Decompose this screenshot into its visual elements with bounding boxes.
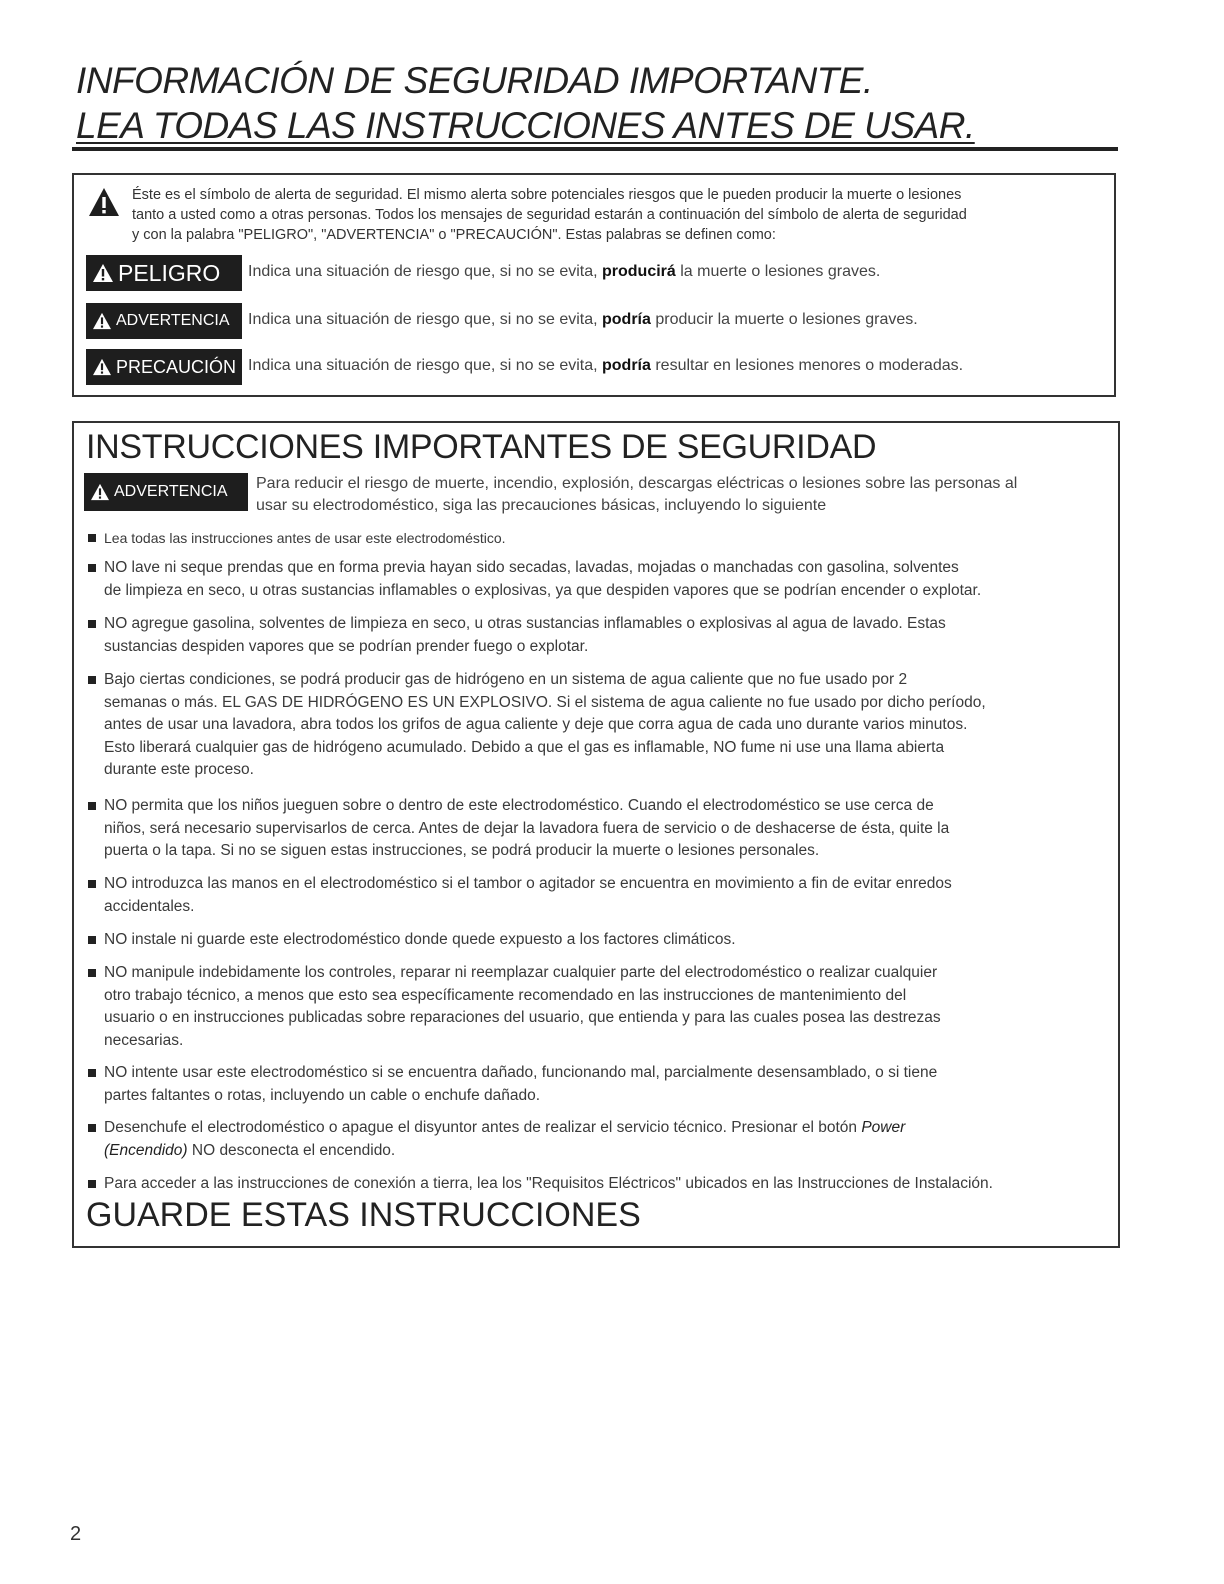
list-item <box>88 1062 1108 1107</box>
list-item <box>88 557 1108 602</box>
bullet-line: NO permita que los niños jueguen sobre o dentro de este electrodoméstico. Cuando el electrodoméstico se use cerca de <box>104 797 934 814</box>
definition-emphasis: podría <box>602 311 651 328</box>
list-item <box>88 873 1108 918</box>
list-item <box>88 962 1108 1052</box>
power-button-name: (Encendido) <box>104 1141 188 1159</box>
title-rule <box>72 147 1118 151</box>
precaucion-badge <box>86 349 242 385</box>
bullet-line <box>104 1117 1108 1140</box>
safety-alert-box <box>72 173 1116 397</box>
section-heading: INSTRUCCIONES IMPORTANTES DE SEGURIDAD <box>86 428 877 466</box>
bullet-square-icon <box>88 802 96 810</box>
bullet-line: de limpieza en seco, u otras sustancias inflamables o explosivas, ya que despiden vapores que se podrían encender o explotar. <box>104 581 982 599</box>
bullet-line <box>104 1140 1108 1163</box>
advertencia-label: ADVERTENCIA <box>114 483 228 500</box>
bullet-line: otro trabajo técnico, a menos que esto sea específicamente recomendado en las instrucciones de mantenimiento del <box>104 986 907 1004</box>
advertencia-badge <box>86 303 242 339</box>
bullet-square-icon <box>88 880 96 888</box>
bullet-line: antes de usar una lavadora, abra todos los grifos de agua caliente y deje que corra agua de cada uno durante varios minutos. <box>104 716 968 733</box>
alert-intro-text <box>132 185 1112 245</box>
bullet-square-icon <box>88 936 96 944</box>
page-number: 2 <box>70 1523 82 1545</box>
definition-text: resultar en lesiones menores o moderadas. <box>650 357 964 374</box>
bullet-line: NO agregue gasolina, solventes de limpieza en seco, u otras sustancias inflamables o explosivas al agua de lavado. Estas <box>104 615 946 632</box>
bullet-text: Desenchufe el electrodoméstico o apague el disyuntor antes de realizar el servicio técnico. Presionar el botón <box>104 1119 862 1136</box>
title-line-1: INFORMACIÓN DE SEGURIDAD IMPORTANTE. <box>76 60 873 101</box>
definition-emphasis: podría <box>602 357 651 374</box>
list-item <box>88 669 1108 782</box>
bullet-line: Lea todas las instrucciones antes de usar este electrodoméstico. <box>104 530 506 546</box>
alert-intro-line: y con la palabra "PELIGRO", "ADVERTENCIA" o "PRECAUCIÓN". Estas palabras se definen como: <box>132 227 776 243</box>
advertencia-label: ADVERTENCIA <box>116 312 230 329</box>
bullet-line: NO intente usar este electrodoméstico si se encuentra dañado, funcionando mal, parcialmente desensamblado, o si tiene <box>104 1064 938 1081</box>
title-line-2: LEA TODAS LAS INSTRUCCIONES ANTES DE USAR. <box>76 105 975 146</box>
list-item <box>88 795 1108 863</box>
peligro-definition <box>248 261 880 283</box>
bullet-square-icon <box>88 620 96 628</box>
warning-text <box>256 473 1106 517</box>
bullet-square-icon <box>88 676 96 684</box>
bullet-line: NO lave ni seque prendas que en forma previa hayan sido secadas, lavadas, mojadas o manchadas con gasolina, solventes <box>104 559 959 576</box>
bullet-text: NO desconecta el encendido. <box>187 1141 396 1159</box>
warning-line: Para reducir el riesgo de muerte, incendio, explosión, descargas eléctricas o lesiones sobre las personas al <box>256 475 1018 492</box>
advertencia-definition <box>248 309 918 331</box>
bullet-square-icon <box>88 1069 96 1077</box>
alert-intro-line: Éste es el símbolo de alerta de seguridad. El mismo alerta sobre potenciales riesgos que le pueden producir la muerte o lesiones <box>132 187 962 203</box>
bullet-line: NO manipule indebidamente los controles, reparar ni reemplazar cualquier parte del electrodoméstico o realizar cualquier <box>104 964 938 981</box>
bullet-square-icon <box>88 534 96 542</box>
definition-text: Indica una situación de riesgo que, si no se evita, <box>248 357 602 374</box>
peligro-label: PELIGRO <box>118 259 221 286</box>
definition-text: Indica una situación de riesgo que, si no se evita, <box>248 263 602 280</box>
bullet-line: accidentales. <box>104 897 195 915</box>
peligro-badge <box>86 255 242 291</box>
bullet-square-icon <box>88 1124 96 1132</box>
alert-intro-line: tanto a usted como a otras personas. Todos los mensajes de seguridad estarán a continuación del símbolo de alerta de seguridad <box>132 207 967 223</box>
closing-heading: GUARDE ESTAS INSTRUCCIONES <box>86 1196 641 1234</box>
bullet-line: Para acceder a las instrucciones de conexión a tierra, lea los "Requisitos Eléctricos" ubicados en las Instrucciones de Instalación. <box>104 1175 993 1192</box>
bullet-square-icon <box>88 1180 96 1188</box>
bullet-line: niños, será necesario supervisarlos de cerca. Antes de dejar la lavadora fuera de servicio o de deshacerse de ésta, quite la <box>104 819 950 837</box>
bullet-line: NO introduzca las manos en el electrodoméstico si el tambor o agitador se encuentra en movimiento a fin de evitar enredos <box>104 875 952 892</box>
precaucion-label: PRECAUCIÓN <box>116 356 237 377</box>
power-button-name: Power <box>861 1119 906 1136</box>
bullet-square-icon <box>88 564 96 572</box>
bullet-line: semanas o más. EL GAS DE HIDRÓGENO ES UN EXPLOSIVO. Si el sistema de agua caliente no fue usado por dicho período, <box>104 693 986 711</box>
bullet-line: partes faltantes o rotas, incluyendo un cable o enchufe dañado. <box>104 1086 541 1104</box>
bullet-line: usuario o en instrucciones publicadas sobre reparaciones del usuario, que entienda y para las cuales posea las destrezas <box>104 1009 941 1026</box>
advertencia-badge <box>84 473 248 511</box>
warning-triangle-icon <box>88 187 120 217</box>
definition-text: Indica una situación de riesgo que, si no se evita, <box>248 311 602 328</box>
page-title <box>76 58 1126 148</box>
bullet-line: puerta o la tapa. Si no se siguen estas instrucciones, se podrá producir la muerte o lesiones personales. <box>104 842 820 859</box>
list-item <box>88 527 1108 550</box>
bullet-line: Esto liberará cualquier gas de hidrógeno acumulado. Debido a que el gas es inflamable, NO fume ni use una llama abierta <box>104 738 945 756</box>
warning-line: usar su electrodoméstico, siga las precauciones básicas, incluyendo lo siguiente <box>256 497 827 514</box>
definition-text: la muerte o lesiones graves. <box>675 263 881 280</box>
bullet-line: sustancias despiden vapores que se podrían prender fuego o explotar. <box>104 637 589 655</box>
safety-instructions-box <box>72 421 1120 1248</box>
bullet-line: durante este proceso. <box>104 761 254 778</box>
bullet-square-icon <box>88 969 96 977</box>
warning-triangle-icon <box>92 263 114 283</box>
definition-emphasis: producirá <box>602 263 676 280</box>
bullet-line: NO instale ni guarde este electrodoméstico donde quede expuesto a los factores climáticos. <box>104 931 736 948</box>
warning-triangle-icon <box>92 358 112 376</box>
list-item <box>88 929 1108 952</box>
definition-text: producir la muerte o lesiones graves. <box>650 311 918 328</box>
list-item <box>88 613 1108 658</box>
warning-triangle-icon <box>92 312 112 330</box>
warning-triangle-icon <box>90 483 110 501</box>
list-item <box>88 1117 1108 1162</box>
bullet-line: necesarias. <box>104 1031 184 1049</box>
precaucion-definition <box>248 355 963 377</box>
bullet-line: Bajo ciertas condiciones, se podrá producir gas de hidrógeno en un sistema de agua caliente que no fue usado por 2 <box>104 671 908 688</box>
